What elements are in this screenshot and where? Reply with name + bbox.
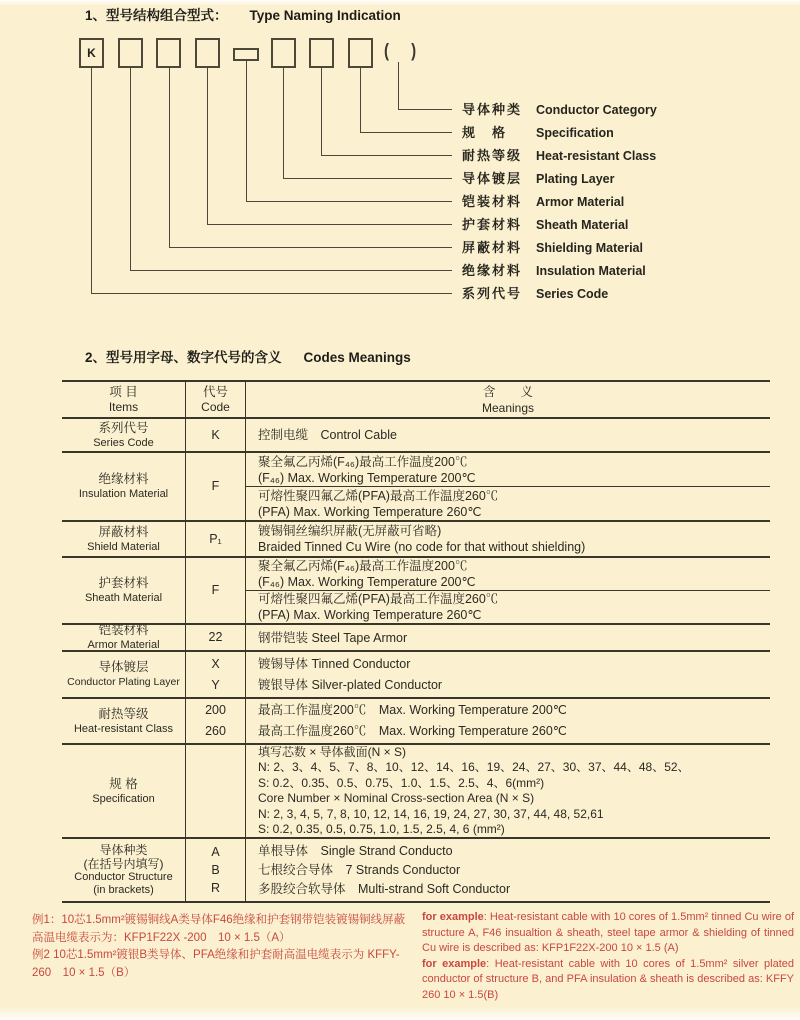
spec-code-empty	[186, 745, 246, 837]
diagram-label-cn-conductor-category: 导体种类	[462, 102, 523, 117]
sheath-meaning-pfa	[246, 591, 770, 623]
shield-meaning-en: Braided Tinned Cu Wire (no code for that without shielding)	[258, 540, 586, 554]
diagram-label-en-series-code: Series Code	[536, 287, 609, 301]
example-note-en-1-lead: for example	[422, 911, 484, 923]
insulation-pfa-cn: 可熔性聚四氟乙烯(PFA)最高工作温度260℃	[258, 488, 499, 503]
section1-number: 1、	[85, 8, 107, 23]
series-meaning	[246, 419, 770, 451]
insulation-meanings	[246, 453, 770, 520]
brackets-conductor-category: ( )	[384, 40, 426, 62]
sheath-f46-cn: 聚全氟乙丙烯(F₄₆)最高工作温度200℃	[258, 559, 468, 573]
conductor-item-en: Conductor Structure	[74, 871, 173, 883]
conductor-item-cn2: (在括号内填写)	[83, 857, 164, 871]
example-notes-en	[422, 910, 794, 1003]
table-header-row	[62, 382, 770, 419]
insulation-code	[186, 453, 246, 520]
conductor-code-b: B	[211, 863, 220, 877]
codes-meanings-table	[62, 380, 770, 903]
armor-meaning-text: 钢带铠装 Steel Tape Armor	[258, 630, 408, 645]
diagram-label-cn-plating: 导体镀层	[462, 171, 523, 186]
insulation-item-cn: 绝缘材料	[98, 472, 149, 486]
example-note-en-1	[422, 910, 794, 957]
example-note-cn-2: 例2 10芯1.5mm²镀银B类导体、PFA绝缘和护套耐高温电缆表示为 KFFY-260 10 × 1.5（B）	[32, 949, 400, 979]
armor-code	[186, 625, 246, 650]
shield-code	[186, 522, 246, 556]
series-code-letter: K	[87, 46, 96, 60]
series-item-en: Series Code	[93, 436, 154, 449]
spec-line-5: N: 2, 3, 4, 5, 7, 8, 10, 12, 14, 16, 19, 24, 27, 30, 37, 44, 48, 52,61	[258, 806, 604, 821]
type-box-series-code	[79, 38, 104, 68]
header-items	[62, 382, 186, 417]
section2-number: 2、	[85, 350, 107, 365]
conductor-item-en2: (in brackets)	[93, 884, 154, 896]
sheath-pfa-en: (PFA) Max. Working Temperature 260℃	[258, 608, 482, 622]
armor-item	[62, 625, 186, 650]
header-code-en: Code	[201, 400, 230, 414]
sheath-item	[62, 558, 186, 623]
section1-title-cn: 型号结构组合型式：	[106, 8, 228, 23]
spec-line-6: S: 0.2, 0.35, 0.5, 0.75, 1.0, 1.5, 2.5, 4, 6 (mm²)	[258, 822, 505, 836]
table-row-insulation	[62, 453, 770, 522]
heat-meaning-200: 最高工作温度200℃ Max. Working Temperature 200℃	[258, 703, 567, 717]
shield-item-en: Shield Material	[87, 540, 160, 553]
shield-meaning-cn: 镀锡铜丝编织屏蔽(无屏蔽可省略)	[258, 524, 442, 538]
armor-item-cn: 铠装材料	[98, 623, 149, 637]
header-items-cn: 项 目	[109, 385, 138, 399]
section1-heading	[85, 4, 401, 24]
table-row-heat-class	[62, 699, 770, 745]
insulation-meaning-f46	[246, 453, 770, 487]
header-code-cn: 代号	[202, 385, 228, 399]
insulation-code-value: F	[211, 479, 220, 493]
example-note-en-2-text: : Heat-resistant cable with 10 cores of 1.5mm² silver plated conductor of structure B, and PFA insulation & sheath is described as: KFFY 260 10 × 1.5(B)	[422, 957, 795, 1001]
header-meanings-en: Meanings	[481, 400, 535, 415]
heat-item	[62, 699, 186, 743]
heat-code-200: 200	[205, 703, 226, 717]
example-note-en-2-lead: for example	[422, 957, 487, 970]
sheath-code	[186, 558, 246, 623]
example-notes-cn	[32, 912, 414, 982]
type-box-insulation	[118, 38, 143, 68]
diagram-label-en-sheath: Sheath Material	[536, 218, 629, 232]
heat-meanings	[246, 699, 770, 743]
sheath-f46-en: (F₄₆) Max. Working Temperature 200℃	[258, 575, 476, 589]
diagram-label-en-insulation: Insulation Material	[536, 264, 646, 278]
armor-meaning	[246, 625, 770, 650]
diagram-label-cn-shielding: 屏蔽材料	[462, 240, 523, 255]
heat-item-cn: 耐热等级	[98, 706, 149, 721]
table-row-series-code	[62, 419, 770, 453]
header-code	[186, 382, 246, 417]
heat-item-en: Heat-resistant Class	[73, 722, 174, 735]
spec-line-2: N: 2、3、4、5、7、8、10、12、14、16、19、24、27、30、37、44、48、52、	[258, 760, 690, 774]
sheath-pfa-cn: 可熔性聚四氟乙烯(PFA)最高工作温度260℃	[258, 592, 499, 606]
diagram-label-cn-specification: 规 格	[462, 125, 508, 140]
series-code	[186, 419, 246, 451]
shield-code-value: P₁	[209, 531, 222, 546]
header-items-en: Items	[108, 400, 139, 414]
conductor-meanings	[246, 839, 770, 901]
plating-item	[62, 652, 186, 697]
conductor-item	[62, 839, 186, 901]
example-note-cn-1: 例1：10芯1.5mm²镀锡铜线A类导体F46绝缘和护套钢带铠装镀锡铜线屏蔽高温电缆表示为：KFP1F22X -200 10 × 1.5（A）	[32, 914, 406, 944]
type-box-shielding	[156, 38, 181, 68]
diagram-label-en-specification: Specification	[536, 126, 614, 140]
header-meanings-cn: 含 义	[482, 384, 533, 399]
sheath-item-en: Sheath Material	[84, 592, 163, 604]
diagram-label-cn-armor: 铠装材料	[462, 194, 523, 209]
shield-meaning	[246, 522, 770, 556]
heat-codes	[186, 699, 246, 743]
plating-meaning-tinned: 镀锡导体 Tinned Conductor	[258, 656, 411, 671]
insulation-pfa-en: (PFA) Max. Working Temperature 260℃	[258, 504, 482, 519]
diagram-label-en-armor: Armor Material	[536, 195, 625, 209]
diagram-label-en-conductor-category: Conductor Category	[536, 103, 657, 117]
diagram-label-cn-heat-class: 耐热等级	[462, 148, 523, 163]
series-meaning-text: 控制电缆 Control Cable	[258, 428, 397, 442]
section2-heading	[85, 346, 411, 366]
connector-line-9	[91, 68, 452, 294]
diagram-label-cn-series-code: 系列代号	[462, 286, 523, 301]
conductor-meaning-7strand: 七根绞合导体 7 Strands Conductor	[258, 862, 461, 877]
series-item-cn: 系列代号	[98, 420, 149, 435]
spec-meanings	[246, 745, 770, 837]
insulation-item-en: Insulation Material	[78, 488, 169, 500]
plating-item-en: Conductor Plating Layer	[67, 676, 180, 688]
conductor-codes	[186, 839, 246, 901]
example-note-en-1-text: : Heat-resistant cable with 10 cores of 1.5mm² tinned Cu wire of structure A, F46 insualtion & sheath, steel tape armor & shielding of tinned Cu wire is described as: KFP1F22X-200 10 × 1.5 (A)	[422, 911, 795, 954]
sheath-meanings	[246, 558, 770, 623]
conductor-meaning-single: 单根导体 Single Strand Conducto	[258, 843, 453, 858]
spec-line-3: S: 0.2、0.35、0.5、0.75、1.0、1.5、2.5、4、6(mm²)	[258, 775, 545, 790]
insulation-f46-en: (F₄₆) Max. Working Temperature 200℃	[258, 470, 476, 485]
table-row-specification	[62, 745, 770, 839]
insulation-f46-cn: 聚全氟乙丙烯(F₄₆)最高工作温度200℃	[258, 454, 468, 469]
table-row-shield	[62, 522, 770, 558]
plating-item-cn: 导体镀层	[98, 660, 149, 674]
heat-meaning-260: 最高工作温度260℃ Max. Working Temperature 260℃	[258, 724, 567, 738]
diagram-label-cn-insulation: 绝缘材料	[462, 263, 523, 278]
section1-title-en: Type Naming Indication	[249, 8, 401, 23]
sheath-item-cn: 护套材料	[98, 576, 149, 590]
plating-code-y: Y	[211, 677, 220, 692]
spec-item-cn: 规 格	[109, 776, 138, 791]
sheath-code-value: F	[211, 583, 220, 597]
insulation-item	[62, 453, 186, 520]
table-row-plating	[62, 652, 770, 699]
table-row-conductor-category	[62, 839, 770, 903]
plating-meaning-silver: 镀银导体 Silver-plated Conductor	[258, 677, 443, 692]
insulation-meaning-pfa	[246, 487, 770, 520]
shield-item	[62, 522, 186, 556]
armor-code-value: 22	[208, 630, 223, 644]
type-box-armor-short	[233, 48, 259, 61]
series-item	[62, 419, 186, 451]
example-note-en-2	[422, 957, 794, 1004]
heat-code-260: 260	[205, 724, 226, 738]
series-code-value: K	[211, 427, 220, 442]
section2-title-en: Codes Meanings	[303, 350, 411, 365]
spec-line-1: 填写芯数 × 导体截面(N × S)	[258, 744, 407, 759]
armor-item-en: Armor Material	[87, 639, 160, 651]
plating-code-x: X	[211, 656, 220, 671]
type-box-sheath	[195, 38, 220, 68]
spec-line-4: Core Number × Nominal Cross-section Area (N × S)	[258, 791, 535, 805]
shield-item-cn: 屏蔽材料	[98, 524, 149, 539]
conductor-code-r: R	[210, 881, 221, 895]
conductor-meaning-multistrand: 多股绞合软导体 Multi-strand Soft Conductor	[258, 881, 511, 896]
sheath-meaning-f46	[246, 558, 770, 591]
diagram-label-en-plating: Plating Layer	[536, 172, 615, 186]
table-row-sheath	[62, 558, 770, 625]
plating-codes	[186, 652, 246, 697]
spec-item-en: Specification	[92, 792, 155, 805]
header-meanings	[246, 382, 770, 417]
diagram-label-en-heat-class: Heat-resistant Class	[536, 149, 657, 163]
diagram-label-en-shielding: Shielding Material	[536, 241, 643, 255]
section2-title-cn: 型号用字母、数字代号的含义	[106, 350, 282, 365]
conductor-item-cn: 导体种类	[99, 843, 148, 857]
plating-meanings	[246, 652, 770, 697]
table-row-armor	[62, 625, 770, 652]
conductor-code-a: A	[211, 845, 220, 859]
spec-item	[62, 745, 186, 837]
diagram-label-cn-sheath: 护套材料	[462, 217, 523, 232]
